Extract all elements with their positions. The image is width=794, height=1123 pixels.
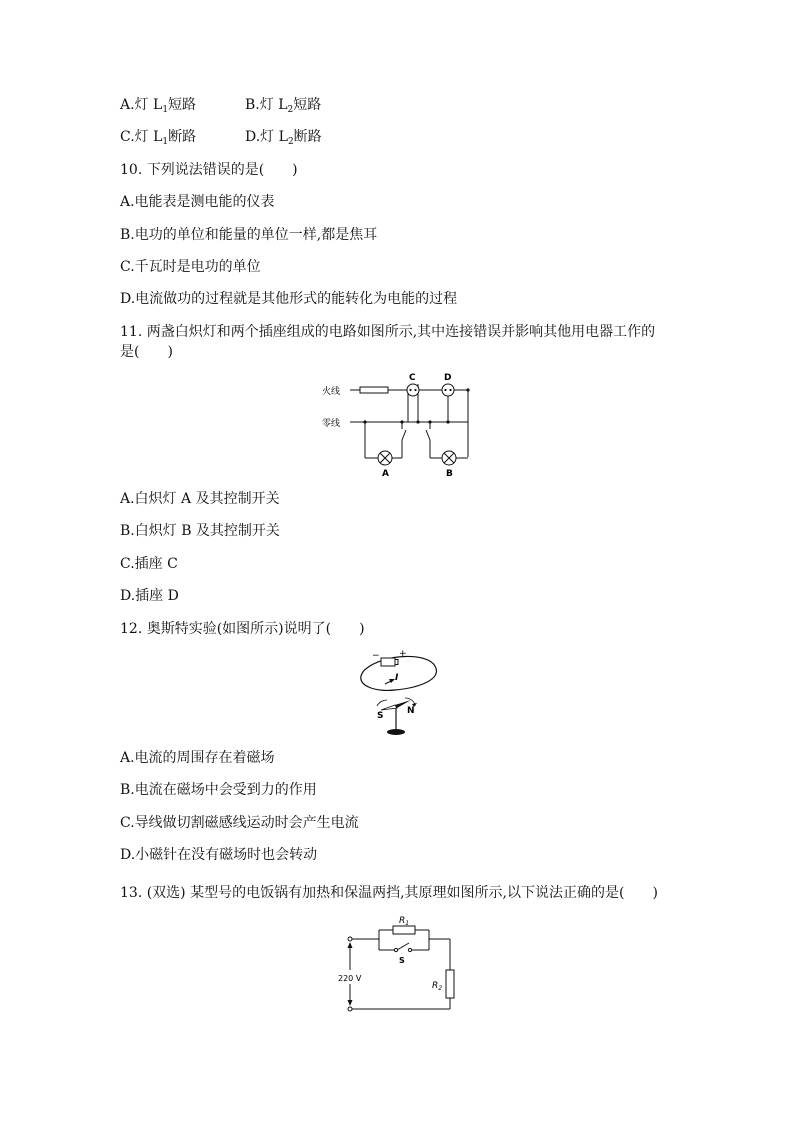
q11-option-b: B.白炽灯 B 及其控制开关 xyxy=(120,523,280,539)
resistor-r1 xyxy=(393,926,415,934)
lamp-b-icon xyxy=(442,451,456,465)
q9-option-c: C.灯 $L_1$断路 xyxy=(120,129,197,147)
current-label: I xyxy=(395,673,399,683)
q11-option-a: A.白炽灯 A 及其控制开关 xyxy=(120,491,280,507)
q9-option-b: B.灯 $L_2$短路 xyxy=(245,97,322,115)
q13-stem: 13. (双选) 某型号的电饭锅有加热和保温两挡,其原理如图所示,以下说法正确的是( ) xyxy=(120,885,658,901)
q9-option-row-2 xyxy=(120,128,322,147)
q11-option-c: C.插座 C xyxy=(120,556,178,572)
q12-option-a: A.电流的周围存在着磁场 xyxy=(120,750,275,766)
q13-rice-cooker-circuit xyxy=(335,912,465,1017)
q9-option-a: A.灯 $L_1$短路 xyxy=(120,97,197,115)
battery-minus-label: − xyxy=(372,651,380,661)
resistor-r2 xyxy=(446,970,454,998)
south-pole-label: S xyxy=(377,711,384,721)
q10-option-b: B.电功的单位和能量的单位一样,都是焦耳 xyxy=(120,227,378,243)
voltage-label: 220 V xyxy=(338,974,362,983)
q10-option-a: A.电能表是测电能的仪表 xyxy=(120,194,275,210)
q9-option-d: D.灯 $L_2$断路 xyxy=(245,129,322,147)
live-wire-label: 火线 xyxy=(322,387,341,397)
q9-option-row-1 xyxy=(120,96,322,115)
q10-stem: 10. 下列说法错误的是( ) xyxy=(120,162,298,178)
switch-label: S xyxy=(399,956,405,965)
q12-stem: 12. 奥斯特实验(如图所示)说明了( ) xyxy=(120,621,365,637)
q12-option-b: B.电流在磁场中会受到力的作用 xyxy=(120,782,317,798)
socket-d-label: D xyxy=(444,373,452,383)
lamp-b-label: B xyxy=(446,469,453,479)
socket-c-icon xyxy=(407,384,419,396)
q11-circuit-figure xyxy=(320,372,480,482)
q10-option-c: C.千瓦时是电功的单位 xyxy=(120,259,261,275)
r2-label: $R_2$ xyxy=(432,981,443,992)
socket-d-icon xyxy=(442,384,454,396)
q11-stem-line-2: 是( ) xyxy=(120,344,173,360)
q12-oersted-figure xyxy=(355,648,445,738)
q11-option-d: D.插座 D xyxy=(120,588,179,604)
neutral-wire-label: 零线 xyxy=(322,419,341,429)
q10-option-d: D.电流做功的过程就是其他形式的能转化为电能的过程 xyxy=(120,291,458,307)
q12-option-d: D.小磁针在没有磁场时也会转动 xyxy=(120,847,318,863)
r1-label: $R_1$ xyxy=(399,916,410,927)
q12-option-c: C.导线做切割磁感线运动时会产生电流 xyxy=(120,815,359,831)
battery-icon xyxy=(381,658,398,666)
q11-stem-line-1: 11. 两盏白炽灯和两个插座组成的电路如图所示,其中连接错误并影响其他用电器工作的 xyxy=(120,324,656,340)
battery-plus-label: + xyxy=(399,649,407,659)
lamp-a-label: A xyxy=(382,469,389,479)
lamp-a-icon xyxy=(378,451,392,465)
north-pole-label: N xyxy=(407,706,415,716)
socket-c-label: C xyxy=(409,373,416,383)
